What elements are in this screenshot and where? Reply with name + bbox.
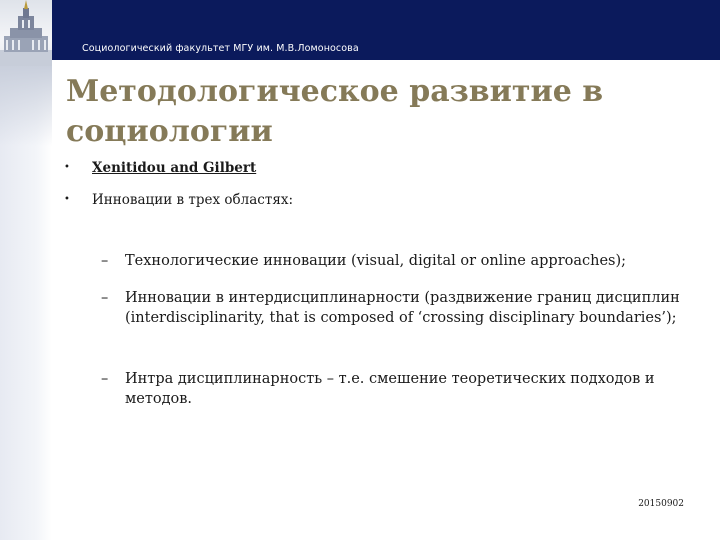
- bullet-text: Инновации в трех областях:: [92, 192, 293, 208]
- bullet-item-2: [64, 192, 293, 208]
- slide-title: Методологическое развитие в социологии: [66, 74, 604, 149]
- footer-date: 20150902: [638, 499, 684, 509]
- sub-bullet-marker: –: [101, 290, 109, 306]
- sub-bullet-text: Интра дисциплинарность – т.е. смешение теоретических подходов и методов.: [125, 371, 655, 407]
- sub-bullet-text: Инновации в интердисциплинарности (раздвижение границ дисциплин (interdisciplinarity, that is composed of ‘crossing disciplinary boundaries’);: [125, 290, 680, 326]
- left-decorative-strip: [0, 66, 52, 540]
- university-building-icon: [0, 0, 52, 66]
- sub-bullet-text: Технологические инновации (visual, digital or online approaches);: [125, 253, 627, 269]
- sub-bullet-marker: –: [101, 371, 109, 387]
- sub-bullet-item-2: [101, 288, 691, 328]
- sub-bullet-marker: –: [101, 253, 109, 269]
- sub-bullet-item-3: [101, 369, 691, 409]
- bullet-marker: •: [64, 162, 70, 173]
- bullet-link-xenitidou[interactable]: Xenitidou and Gilbert: [92, 160, 257, 176]
- sub-bullet-item-1: [101, 251, 691, 271]
- header-faculty-text: Социологический факультет МГУ им. М.В.Ломоносова: [82, 43, 359, 54]
- bullet-marker: •: [64, 194, 70, 205]
- bullet-item-1: [64, 160, 256, 176]
